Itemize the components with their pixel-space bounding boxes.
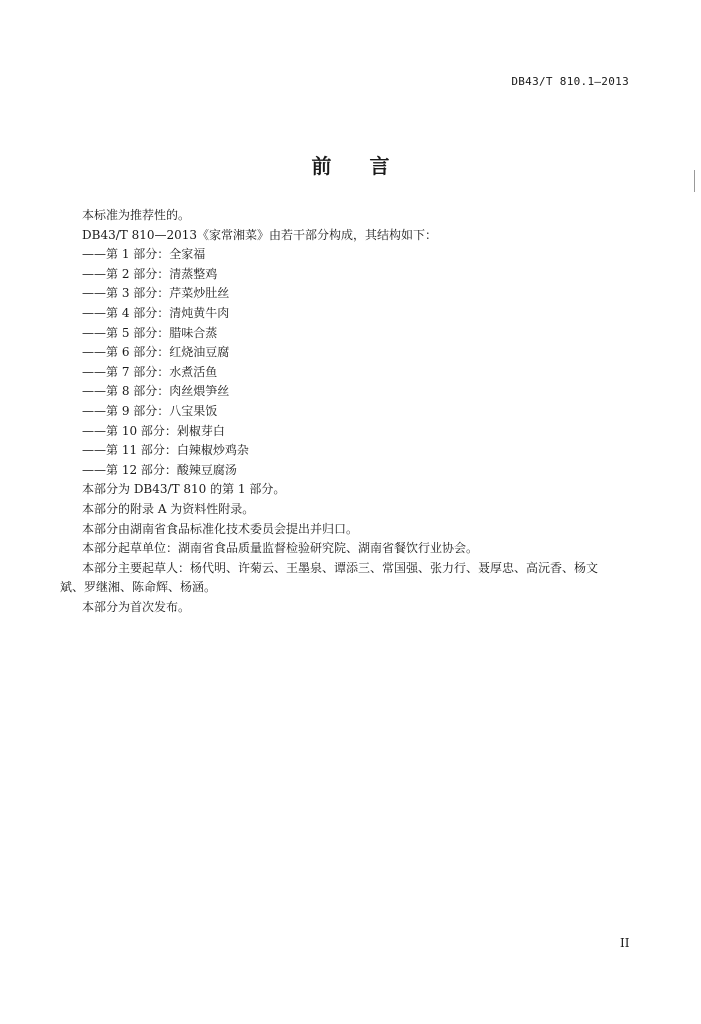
part-list-item: ——第 3 部分：芹菜炒肚丝: [82, 286, 230, 301]
text-line: 本标准为推荐性的。: [82, 208, 191, 222]
page-title: 前言: [311, 154, 428, 178]
text-line: 本部分由湖南省食品标准化技术委员会提出并归口。: [82, 521, 359, 536]
part-list-item: ——第 6 部分：红烧油豆腐: [82, 345, 230, 360]
foreword-body: [60, 206, 642, 617]
part-list-item: ——第 4 部分：清炖黄牛肉: [82, 305, 230, 320]
text-line: 本部分的附录 A 为资料性附录。: [82, 501, 255, 516]
text-line: DB43/T 810—2013《家常湘菜》由若干部分构成，其结构如下：: [82, 227, 438, 242]
text-line: 本部分为 DB43/T 810 的第 1 部分。: [82, 482, 286, 497]
document-code: DB43/T 810.1—2013: [511, 75, 629, 88]
part-list-item: ——第 12 部分：酸辣豆腐汤: [82, 462, 237, 477]
drafters-line: 本部分主要起草人：杨代明、许菊云、王墨泉、谭添三、常国强、张力行、聂厚忠、高沅香、杨文: [82, 560, 599, 575]
page-number: II: [620, 936, 630, 950]
text-line: 本部分为首次发布。: [82, 599, 191, 614]
part-list-item: ——第 8 部分：肉丝煨笋丝: [82, 384, 230, 399]
part-list-item: ——第 1 部分：全家福: [82, 247, 206, 262]
part-list-item: ——第 2 部分：清蒸整鸡: [82, 266, 218, 281]
drafters-line-continuation: 斌、罗继湘、陈命辉、杨涵。: [60, 580, 217, 595]
part-list-item: ——第 10 部分：剁椒芽白: [82, 423, 225, 438]
scan-artifact: [694, 170, 695, 192]
text-line: 本部分起草单位：湖南省食品质量监督检验研究院、湖南省餐饮行业协会。: [82, 541, 479, 556]
part-list-item: ——第 11 部分：白辣椒炒鸡杂: [82, 443, 249, 458]
part-list-item: ——第 5 部分：腊味合蒸: [82, 325, 218, 340]
part-list-item: ——第 9 部分：八宝果饭: [82, 403, 218, 418]
part-list-item: ——第 7 部分：水煮活鱼: [82, 364, 218, 379]
